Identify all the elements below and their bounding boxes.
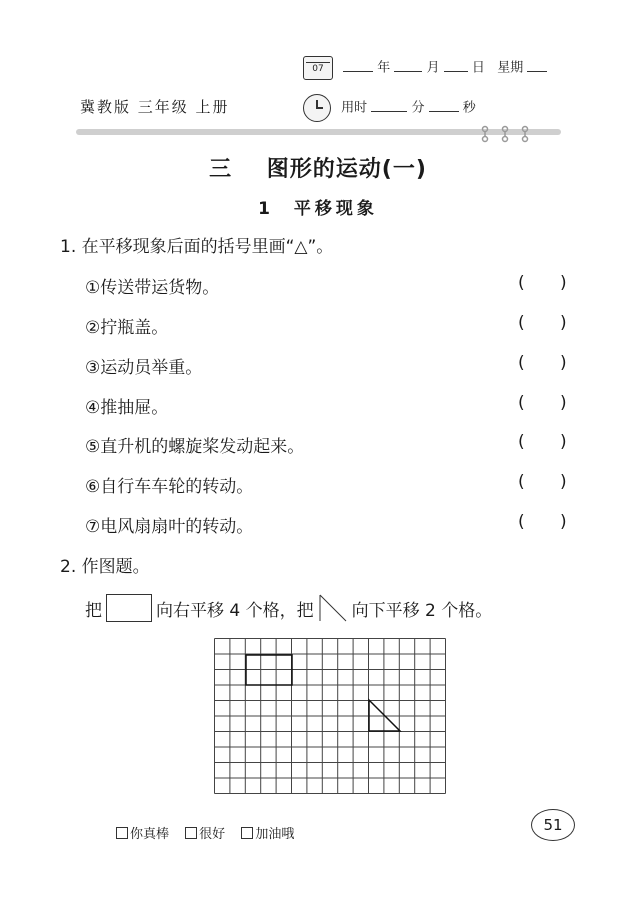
q1-answer-5[interactable]: ( ) [518, 432, 567, 452]
month-blank[interactable] [394, 59, 422, 72]
time-line [303, 94, 476, 122]
weekday-blank[interactable] [527, 59, 547, 72]
q1-item-1: ①传送带运货物。 [85, 278, 220, 298]
instr-text-2: 向右平移 4 个格，把 [156, 600, 314, 621]
unit-title: 三 图形的运动(一) [209, 157, 427, 182]
q1-item-5: ⑤直升机的螺旋桨发动起来。 [85, 437, 305, 457]
q1-item-3: ③运动员举重。 [85, 358, 203, 378]
minute-blank[interactable] [371, 99, 407, 112]
q1-answer-7[interactable]: ( ) [518, 512, 567, 532]
q2-instruction [85, 593, 492, 623]
day-label: 日 [471, 60, 485, 76]
time-label: 用时 [341, 100, 368, 116]
self-assessment [116, 823, 306, 842]
second-label: 秒 [462, 100, 476, 116]
divider-dots [480, 124, 540, 144]
question-1-title: 1. 在平移现象后面的括号里画“△”。 [60, 237, 334, 257]
page-number: 51 [531, 809, 575, 841]
weekday-label: 星期 [497, 60, 524, 76]
feedback-option-3[interactable]: 加油哦 [241, 827, 294, 842]
feedback-option-2[interactable]: 很好 [185, 827, 225, 842]
q1-item-4: ④推抽屉。 [85, 398, 169, 418]
checkbox-icon [116, 827, 128, 839]
calendar-icon [303, 56, 333, 80]
year-blank[interactable] [343, 59, 373, 72]
q1-answer-3[interactable]: ( ) [518, 353, 567, 373]
drawing-grid[interactable] [214, 638, 446, 794]
clock-icon [303, 94, 331, 122]
calendar-label: 07 [312, 64, 324, 74]
checkbox-icon [241, 827, 253, 839]
minute-label: 分 [411, 100, 425, 116]
month-label: 月 [426, 60, 440, 76]
date-line [303, 56, 547, 80]
q1-item-6: ⑥自行车车轮的转动。 [85, 477, 254, 497]
question-2-title: 2. 作图题。 [60, 557, 150, 577]
q1-item-2: ②拧瓶盖。 [85, 318, 169, 338]
q1-answer-4[interactable]: ( ) [518, 393, 567, 413]
checkbox-icon [185, 827, 197, 839]
rectangle-icon [106, 594, 152, 622]
q1-answer-6[interactable]: ( ) [518, 472, 567, 492]
q1-item-7: ⑦电风扇扇叶的转动。 [85, 517, 254, 537]
second-blank[interactable] [429, 99, 459, 112]
lesson-title: 1 平移现象 [258, 199, 378, 219]
q1-answer-1[interactable]: ( ) [518, 273, 567, 293]
edition-label: 冀教版 三年级 上册 [80, 98, 230, 116]
q1-answer-2[interactable]: ( ) [518, 313, 567, 333]
triangle-icon [318, 593, 348, 623]
instr-text-1: 把 [85, 600, 102, 621]
feedback-option-1[interactable]: 你真棒 [116, 827, 169, 842]
year-label: 年 [377, 60, 391, 76]
instr-text-3: 向下平移 2 个格。 [351, 600, 493, 621]
day-blank[interactable] [444, 59, 468, 72]
